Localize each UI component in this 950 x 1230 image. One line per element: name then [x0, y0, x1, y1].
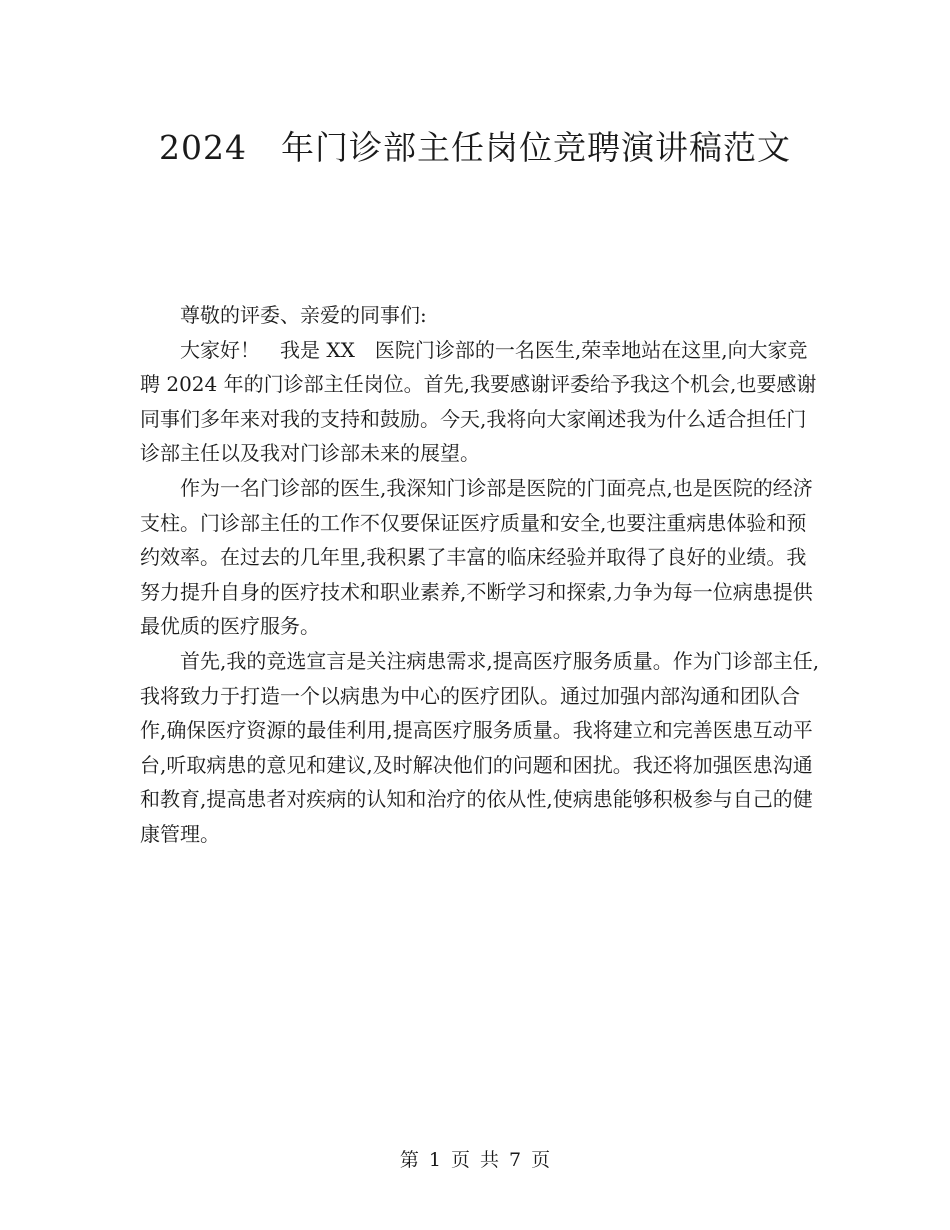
body-paragraph: 作为一名门诊部的医生,我深知门诊部是医院的门面亮点,也是医院的经济支柱。门诊部主任的工作不仅要保证医疗质量和安全,也要注重病患体验和预约效率。在过去的几年里,我积累了丰富的临床经验并取得了良好的业绩。我努力提升自身的医疗技术和职业素养,不断学习和探索,力争为每一位病患提供最优质的医疗服务。: [140, 475, 813, 639]
body-paragraph: 大家好！ 我是 XX 医院门诊部的一名医生,荣幸地站在这里,向大家竞聘 2024 年的门诊部主任岗位。首先,我要感谢评委给予我这个机会,也要感谢同事们多年来对我的支持和鼓励。今天,我将向大家阐述我为什么适合担任门诊部主任以及我对门诊部未来的展望。: [140, 337, 817, 466]
document-title: 2024 年门诊部主任岗位竞聘演讲稿范文: [159, 128, 791, 167]
body-paragraph: 首先,我的竞选宣言是关注病患需求,提高医疗服务质量。作为门诊部主任,我将致力于打造一个以病患为中心的医疗团队。通过加强内部沟通和团队合作,确保医疗资源的最佳利用,提高医疗服务质量。我将建立和完善医患互动平台,听取病患的意见和建议,及时解决他们的问题和困扰。我还将加强医患沟通和教育,提高患者对疾病的认知和治疗的依从性,使病患能够积极参与自己的健康管理。: [140, 648, 820, 846]
document-body: [140, 298, 820, 852]
page-number-footer: 第 1 页 共 7 页: [399, 1149, 551, 1171]
salutation-paragraph: 尊敬的评委、亲爱的同事们:: [180, 303, 427, 327]
